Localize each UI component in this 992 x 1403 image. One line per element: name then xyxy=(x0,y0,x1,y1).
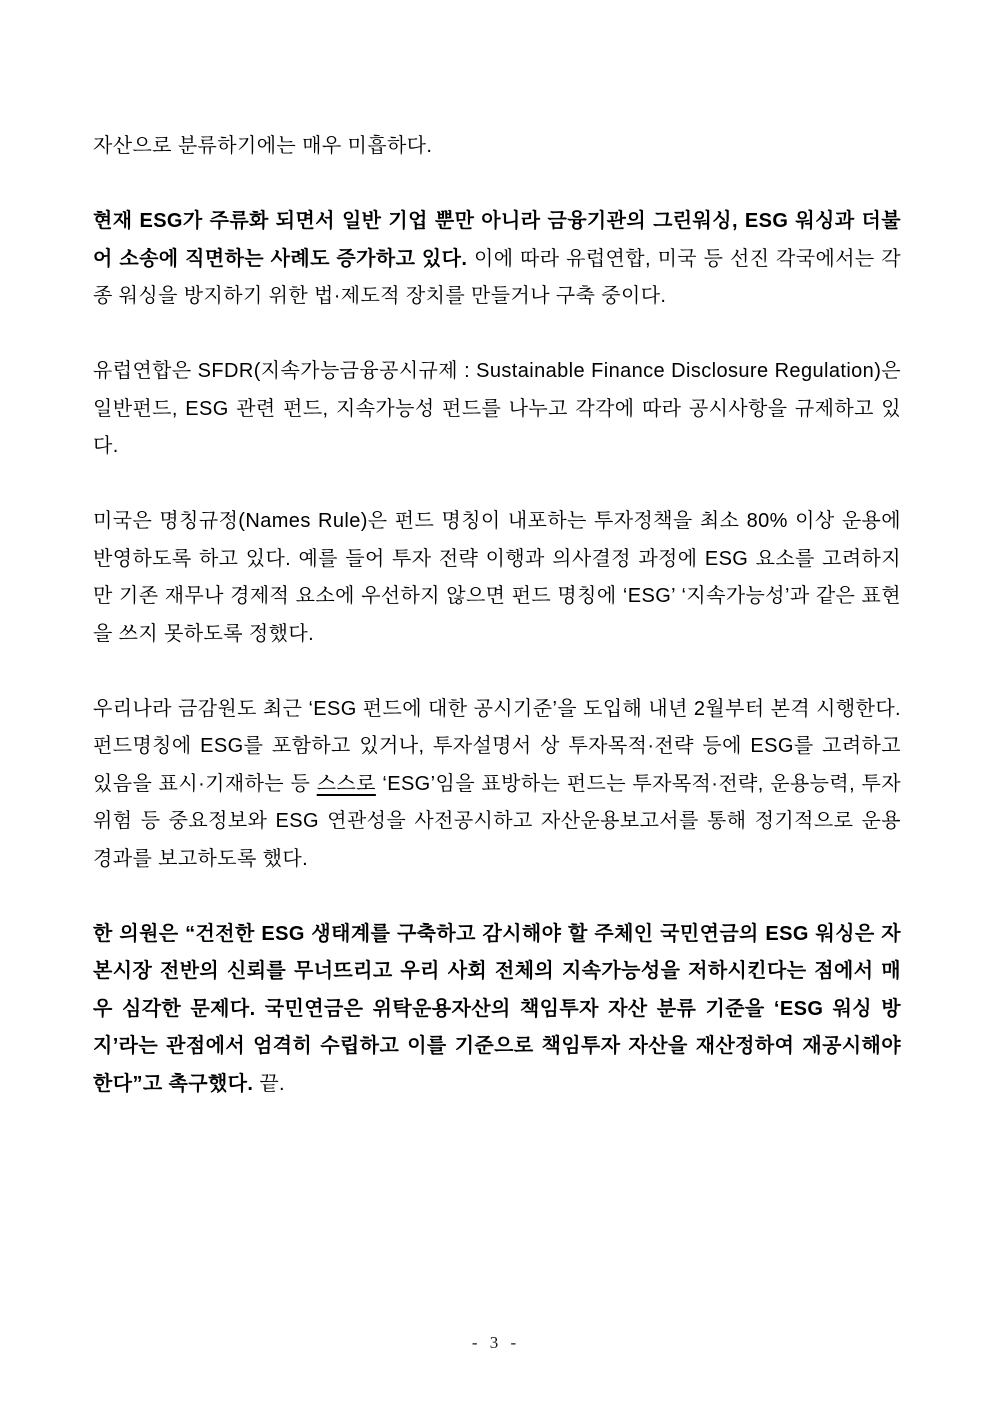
text-run: 유럽연합은 SFDR(지속가능금융공시규제 : Sustainable Finance Disclosure Regulation)은 일반펀드, ESG 관련 펀드, 지속가능성 펀드를 나누고 각각에 따라 공시사항을 규제하고 있다. xyxy=(93,360,901,457)
text-run: 이에 따라 유럽연합, 미국 등 선진 각국에서는 각종 워싱을 방지하기 위한 법·제도적 장치를 만들거나 구축 중이다. xyxy=(93,247,901,307)
text-run: 미국은 명칭규정(Names Rule)은 펀드 명칭이 내포하는 투자정책을 최소 80% 이상 운용에 반영하도록 하고 있다. 예를 들어 투자 전략 이행과 의사결정 과정에 ESG 요소를 고려하지만 기존 재무나 경제적 요소에 우선하지 않으면 펀드 명칭에 ‘ESG’ ‘지속가능성’과 같은 표현을 쓰지 못하도록 정했다. xyxy=(93,510,901,645)
text-run: 자산으로 분류하기에는 매우 미흡하다. xyxy=(93,135,433,157)
paragraph xyxy=(93,128,901,166)
document-body xyxy=(93,128,901,1141)
paragraph xyxy=(93,691,901,879)
paragraph xyxy=(93,503,901,653)
text-run: ‘ESG’임을 표방하는 펀드는 투자목적·전략, 운용능력, 투자위험 등 중요정보와 ESG 연관성을 사전공시하고 자산운용보고서를 통해 정기적으로 운용 경과를 보고하도록 했다. xyxy=(93,772,901,870)
paragraph xyxy=(93,353,901,466)
text-run: 우리나라 금감원도 최근 ‘ESG 펀드에 대한 공시기준’을 도입해 내년 2월부터 본격 시행한다. 펀드명칭에 ESG를 포함하고 있거나, 투자설명서 상 투자목적·전략 등에 ESG를 고려하고 있음을 표시·기재하는 등 xyxy=(93,697,901,795)
page-number: - 3 - xyxy=(471,1333,521,1352)
text-run: 한 의원은 “건전한 ESG 생태계를 구축하고 감시해야 할 주체인 국민연금의 ESG 워싱은 자본시장 전반의 신뢰를 무너뜨리고 우리 사회 전체의 지속가능성을 저하시킨다는 점에서 매우 심각한 문제다. 국민연금은 위탁운용자산의 책임투자 자산 분류 기준을 ‘ESG 워싱 방지’라는 관점에서 엄격히 수립하고 이를 기준으로 책임투자 자산을 재산정하여 재공시해야 한다”고 촉구했다. xyxy=(93,922,901,1095)
text-run: 현재 ESG가 주류화 되면서 일반 기업 뿐만 아니라 금융기관의 그린워싱, ESG 워싱과 더불어 소송에 직면하는 사례도 증가하고 있다. xyxy=(93,210,901,270)
paragraph xyxy=(93,916,901,1104)
paragraph xyxy=(93,203,901,316)
text-run: 끝. xyxy=(253,1072,285,1095)
text-run: 스스로 xyxy=(316,772,376,795)
